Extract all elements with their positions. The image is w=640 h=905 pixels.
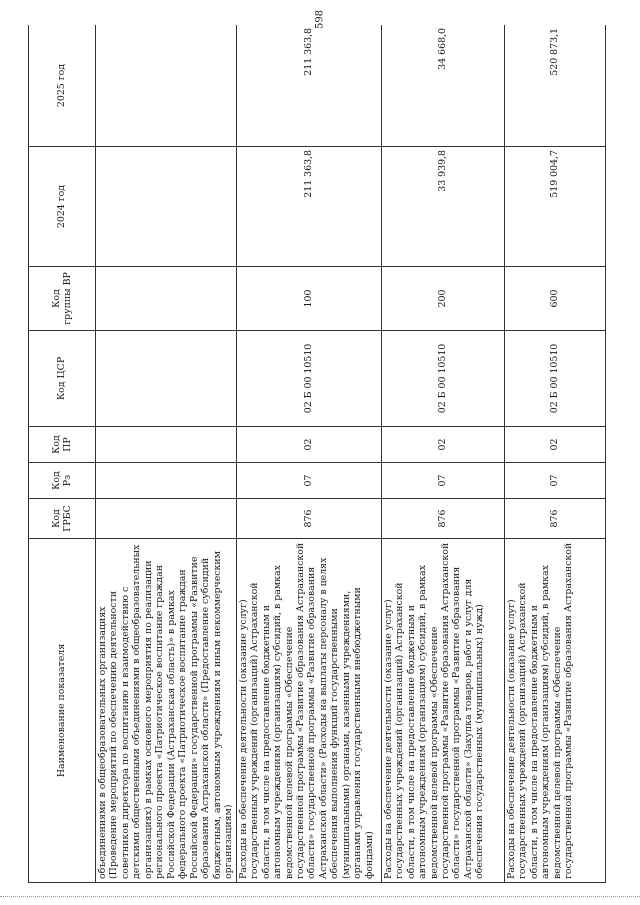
cell-pr: 02 [236, 427, 381, 463]
header-vr: Код группы ВР [29, 267, 96, 331]
budget-table [28, 25, 606, 883]
header-rz: Код Рз [29, 463, 96, 499]
header-grbs: Код ГРБС [29, 499, 96, 539]
cell-pr: 02 [381, 427, 504, 463]
cell-vr: 600 [504, 267, 605, 331]
cell-name: объединениями в общеобразовательных организациях (Проведение мероприятий по обеспечению деятельности советников директора по воспитанию и взаимодействию с детскими общественными объединениями в общеобразовательных организациях) в рамках основного мероприятия по реализации регионального проекта «Патриотическое воспитание граждан Российской Федерации (Астраханская область)» в рамках федерального проекта «Патриотическое воспитание граждан Российской Федерации» государственной программы «Развитие образования Астраханской области» (Предоставление субсидий бюджетным, автономным учреждениям и иным некоммерческим организациям) [96, 539, 237, 883]
header-pr: Код ПР [29, 427, 96, 463]
table-row [381, 25, 504, 883]
cell-grbs [96, 499, 237, 539]
header-name: Наименование показателя [29, 539, 96, 883]
header-2024: 2024 год [29, 147, 96, 267]
cell-name: Расходы на обеспечение деятельности (оказание услуг) государственных учреждений (организаций) Астраханской области, в том числе на предоставление бюджетным и автономным учреждениям (организациям) субсидий, в рамках ведомственной целевой программы «Обеспечение государственной программы «Развитие образования Астраханской области» государственной программы «Развитие образования Астраханской области» (Закупка товаров, работ и услуг для обеспечения государственных (муниципальных) нужд) [381, 539, 504, 883]
cell-rz: 07 [504, 463, 605, 499]
cell-2025: 211 363,8 [236, 25, 381, 147]
cell-name: Расходы на обеспечение деятельности (оказание услуг) государственных учреждений (организаций) Астраханской области, в том числе на предоставление бюджетным и автономным учреждениям (организациям) субсидий, в рамках ведомственной целевой программы «Обеспечение государственной программы «Развитие образования Астраханской [504, 539, 605, 883]
cell-csr: 02 Б 00 10510 [504, 331, 605, 427]
cell-2024: 33 939,8 [381, 147, 504, 267]
cell-vr: 200 [381, 267, 504, 331]
cell-vr: 100 [236, 267, 381, 331]
header-2025: 2025 год [29, 25, 96, 147]
cell-pr: 02 [504, 427, 605, 463]
table-row [236, 25, 381, 883]
cell-rz: 07 [381, 463, 504, 499]
cell-2025: 520 873,1 [504, 25, 605, 147]
cell-csr [96, 331, 237, 427]
cell-grbs: 876 [504, 499, 605, 539]
cell-grbs: 876 [381, 499, 504, 539]
cell-2025: 34 668,0 [381, 25, 504, 147]
cell-rz: 07 [236, 463, 381, 499]
cell-2024 [96, 147, 237, 267]
cell-2024: 519 004,7 [504, 147, 605, 267]
cell-rz [96, 463, 237, 499]
cell-csr: 02 Б 00 10510 [381, 331, 504, 427]
scan-edge-divider [0, 896, 640, 897]
rotated-table-wrapper [28, 25, 622, 883]
document-page [28, 25, 622, 883]
cell-grbs: 876 [236, 499, 381, 539]
cell-2025 [96, 25, 237, 147]
page-number: 598 [314, 9, 326, 30]
table-row [96, 25, 237, 883]
table-header-row [29, 25, 96, 883]
cell-vr [96, 267, 237, 331]
cell-name: Расходы на обеспечение деятельности (оказание услуг) государственных учреждений (организаций) Астраханской области, в том числе на предоставление бюджетным и автономным учреждениям (организациям) субсидий, в рамках ведомственной целевой программы «Обеспечение государственной программы «Развитие образования Астраханской области» государственной программы «Развитие образования Астраханской области» (Расходы на выплаты персоналу в целях обеспечения выполнения функций государственными (муниципальными) органами, казенными учреждениями, органами управления государственными внебюджетными фондами) [236, 539, 381, 883]
cell-pr [96, 427, 237, 463]
header-csr: Код ЦСР [29, 331, 96, 427]
cell-csr: 02 Б 00 10510 [236, 331, 381, 427]
table-row [504, 25, 605, 883]
cell-2024: 211 363,8 [236, 147, 381, 267]
